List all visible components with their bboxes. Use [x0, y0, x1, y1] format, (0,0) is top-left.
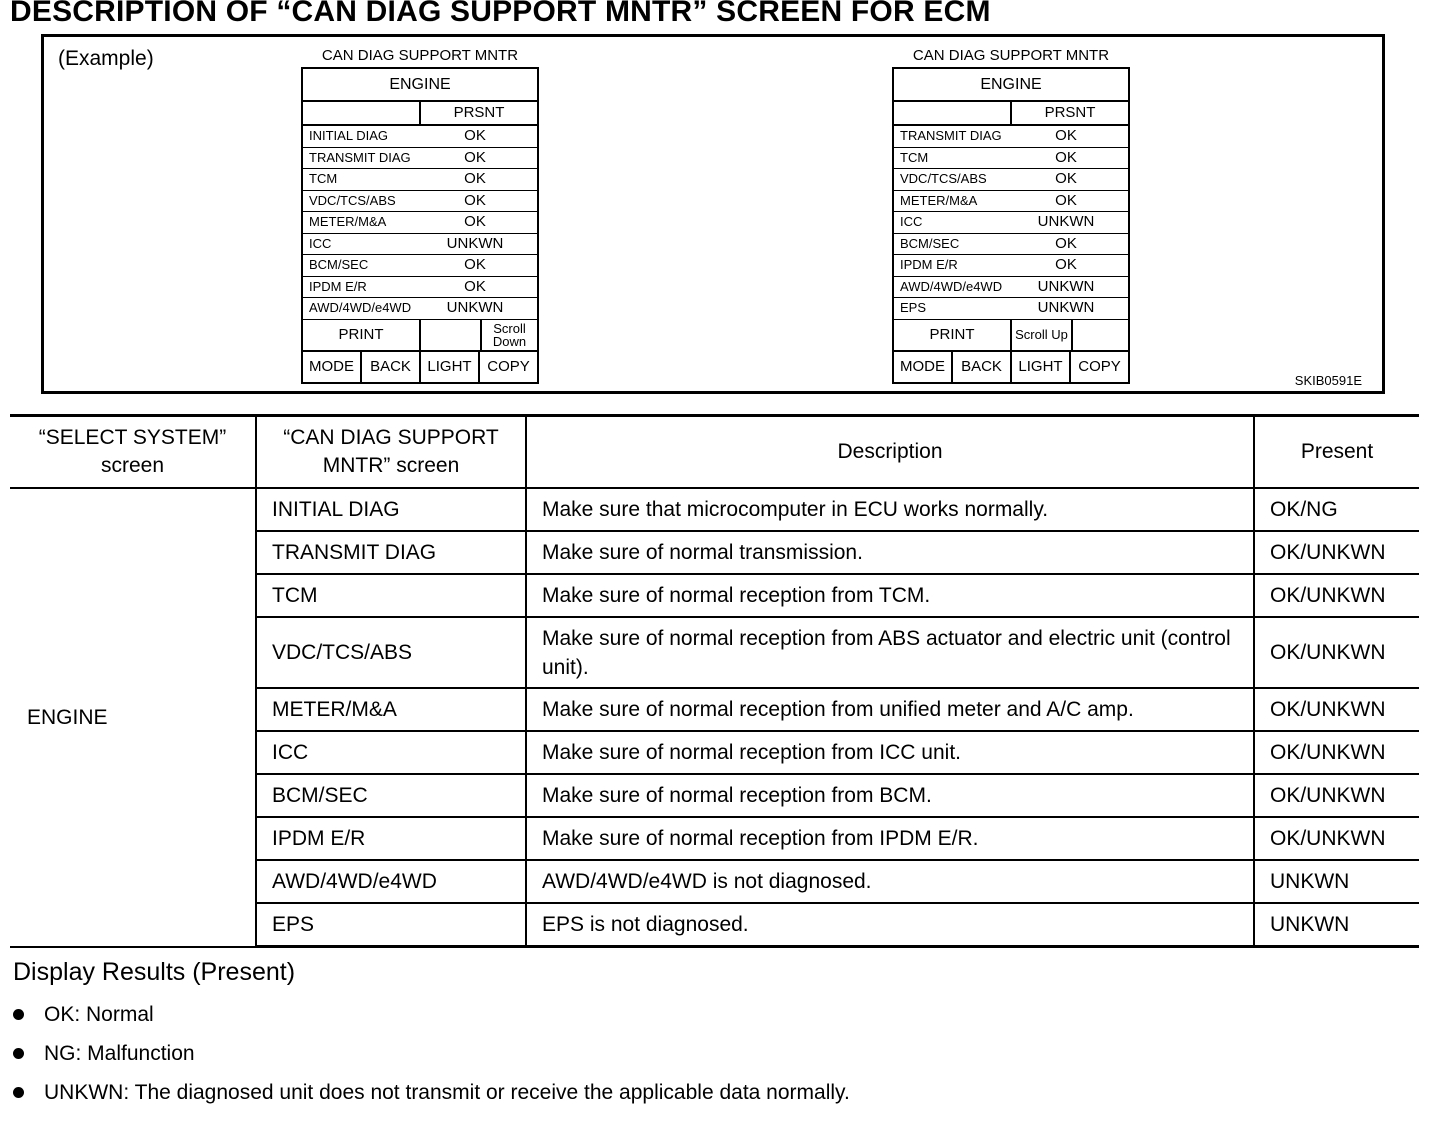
list-item: UNKWN: The diagnosed unit does not transmit or receive the applicable data normally. [13, 1079, 850, 1118]
item-cell: METER/M&A [256, 688, 526, 731]
list-item: OK: Normal [13, 1001, 850, 1040]
screen-title: CAN DIAG SUPPORT MNTR [321, 47, 519, 64]
screen-row [894, 298, 1128, 320]
screen-row-name: EPS [900, 300, 927, 315]
screen-row [894, 277, 1128, 299]
bullet-icon [13, 1087, 24, 1098]
example-figure [41, 34, 1385, 394]
screen-row-value: OK [464, 213, 486, 230]
description-cell: Make sure of normal reception from ICC unit. [526, 731, 1254, 774]
screen-row-value: OK [464, 256, 486, 273]
screen-row-value: OK [464, 191, 486, 209]
present-cell: OK/UNKWN [1254, 531, 1419, 574]
present-cell: OK/UNKWN [1254, 774, 1419, 817]
screen-row-name: BCM/SEC [309, 257, 369, 272]
description-cell: Make sure of normal reception from IPDM E/R. [526, 817, 1254, 860]
screen-row [303, 255, 537, 277]
present-cell: OK/UNKWN [1254, 617, 1419, 688]
description-cell: Make sure that microcomputer in ECU works normally. [526, 488, 1254, 531]
screen-row-name: ICC [309, 235, 332, 251]
display-results [13, 958, 850, 1118]
screen-rows [303, 126, 537, 320]
screen-row-value: OK [1055, 170, 1077, 187]
screen-row [303, 212, 537, 234]
print-button[interactable]: PRINT [894, 320, 1012, 350]
item-cell: IPDM E/R [256, 817, 526, 860]
screen-row-value: OK [1055, 148, 1077, 166]
screen-row-name: TRANSMIT DIAG [900, 128, 1002, 143]
header-description: Description [526, 416, 1254, 489]
item-cell: AWD/4WD/e4WD [256, 860, 526, 903]
screen-row [894, 234, 1128, 256]
print-button[interactable]: PRINT [303, 320, 421, 350]
screen-row [894, 148, 1128, 170]
monitor-screen-2 [892, 45, 1130, 384]
figure-id: SKIB0591E [1294, 373, 1362, 388]
screen-row [303, 169, 537, 191]
screen-row-value: OK [464, 277, 486, 295]
screen-row-value: OK [464, 148, 486, 166]
blank-cell [421, 320, 482, 350]
bullet-icon [13, 1048, 24, 1059]
screen-row [894, 126, 1128, 148]
screen-rows [894, 126, 1128, 320]
screen-row-name: TCM [900, 149, 929, 165]
scroll-down-button[interactable]: Scroll Down [492, 320, 527, 349]
screen-row [303, 234, 537, 256]
screen-row-name: IPDM E/R [309, 278, 367, 294]
screen-row-value: OK [464, 127, 486, 144]
copy-button[interactable]: COPY [1078, 357, 1121, 375]
screen-row-value: UNKWN [1037, 277, 1095, 295]
description-cell: EPS is not diagnosed. [526, 903, 1254, 947]
description-cell: AWD/4WD/e4WD is not diagnosed. [526, 860, 1254, 903]
screen-row [303, 277, 537, 299]
screen-row-name: TCM [309, 171, 338, 186]
bullet-icon [13, 1009, 24, 1020]
mode-button[interactable]: MODE [894, 352, 953, 382]
light-button[interactable]: LIGHT [421, 352, 480, 382]
screen-row [303, 298, 537, 320]
screen-row [894, 169, 1128, 191]
light-button[interactable]: LIGHT [1012, 352, 1071, 382]
screen-row [894, 212, 1128, 234]
screen-row-value: UNKWN [446, 299, 504, 316]
screen-header-prsnt: PRSNT [1044, 104, 1096, 121]
copy-button[interactable]: COPY [487, 357, 530, 375]
screen-system: ENGINE [303, 69, 537, 102]
screen-row-value: UNKWN [1037, 213, 1095, 230]
item-cell: BCM/SEC [256, 774, 526, 817]
screen-system: ENGINE [894, 69, 1128, 102]
screen-row-name: ICC [900, 214, 923, 229]
item-cell: ICC [256, 731, 526, 774]
item-cell: INITIAL DIAG [256, 488, 526, 531]
mode-button[interactable]: MODE [303, 352, 362, 382]
present-cell: UNKWN [1254, 860, 1419, 903]
screen-row-value: UNKWN [446, 234, 504, 252]
scroll-up-button[interactable]: Scroll Up [1012, 320, 1073, 350]
screen-row [894, 255, 1128, 277]
screen-row-name: TRANSMIT DIAG [309, 149, 411, 165]
table-row [10, 488, 1419, 531]
screen-row-name: AWD/4WD/e4WD [900, 278, 1003, 294]
item-cell: TCM [256, 574, 526, 617]
screen-row-name: VDC/TCS/ABS [309, 192, 396, 208]
item-cell: TRANSMIT DIAG [256, 531, 526, 574]
page-title: DESCRIPTION OF “CAN DIAG SUPPORT MNTR” SCREEN FOR ECM [10, 0, 991, 28]
description-cell: Make sure of normal reception from TCM. [526, 574, 1254, 617]
screen-row [303, 126, 537, 148]
example-label: (Example) [58, 47, 154, 70]
description-table [10, 414, 1419, 948]
screen-row [303, 148, 537, 170]
screen-row [303, 191, 537, 213]
header-can-diag: “CAN DIAG SUPPORT MNTR” screen [256, 416, 526, 489]
present-cell: OK/UNKWN [1254, 688, 1419, 731]
screen-header-prsnt: PRSNT [453, 104, 505, 121]
screen-row-value: OK [464, 170, 486, 187]
screen-row-value: UNKWN [1037, 299, 1095, 316]
item-cell: EPS [256, 903, 526, 947]
screen-row-name: METER/M&A [900, 192, 978, 208]
header-select-system: “SELECT SYSTEM” screen [10, 416, 256, 489]
present-cell: OK/UNKWN [1254, 817, 1419, 860]
description-cell: Make sure of normal reception from ABS actuator and electric unit (control unit). [526, 617, 1254, 688]
screen-row-value: OK [1055, 191, 1077, 209]
screen-row-name: METER/M&A [309, 214, 387, 229]
present-cell: OK/NG [1254, 488, 1419, 531]
screen-row-name: BCM/SEC [900, 235, 960, 251]
monitor-screen-1 [301, 45, 539, 384]
screen-row-name: IPDM E/R [900, 257, 958, 272]
screen-title: CAN DIAG SUPPORT MNTR [912, 47, 1110, 64]
item-cell: VDC/TCS/ABS [256, 617, 526, 688]
blank-cell [1073, 320, 1128, 350]
screen-row-name: VDC/TCS/ABS [900, 171, 987, 186]
description-cell: Make sure of normal transmission. [526, 531, 1254, 574]
description-cell: Make sure of normal reception from unified meter and A/C amp. [526, 688, 1254, 731]
screen-row-value: OK [1055, 234, 1077, 252]
header-present: Present [1254, 416, 1419, 489]
results-list [13, 1001, 850, 1118]
system-cell: ENGINE [10, 488, 256, 947]
list-item: NG: Malfunction [13, 1040, 850, 1079]
screen-row [894, 191, 1128, 213]
back-button[interactable]: BACK [953, 352, 1012, 382]
description-cell: Make sure of normal reception from BCM. [526, 774, 1254, 817]
screen-row-value: OK [1055, 127, 1077, 144]
back-button[interactable]: BACK [362, 352, 421, 382]
screen-row-name: INITIAL DIAG [309, 128, 388, 143]
present-cell: OK/UNKWN [1254, 574, 1419, 617]
screen-row-value: OK [1055, 256, 1077, 273]
screen-row-name: AWD/4WD/e4WD [309, 300, 412, 315]
table-body [10, 488, 1419, 947]
results-heading: Display Results (Present) [13, 958, 296, 986]
present-cell: UNKWN [1254, 903, 1419, 947]
present-cell: OK/UNKWN [1254, 731, 1419, 774]
